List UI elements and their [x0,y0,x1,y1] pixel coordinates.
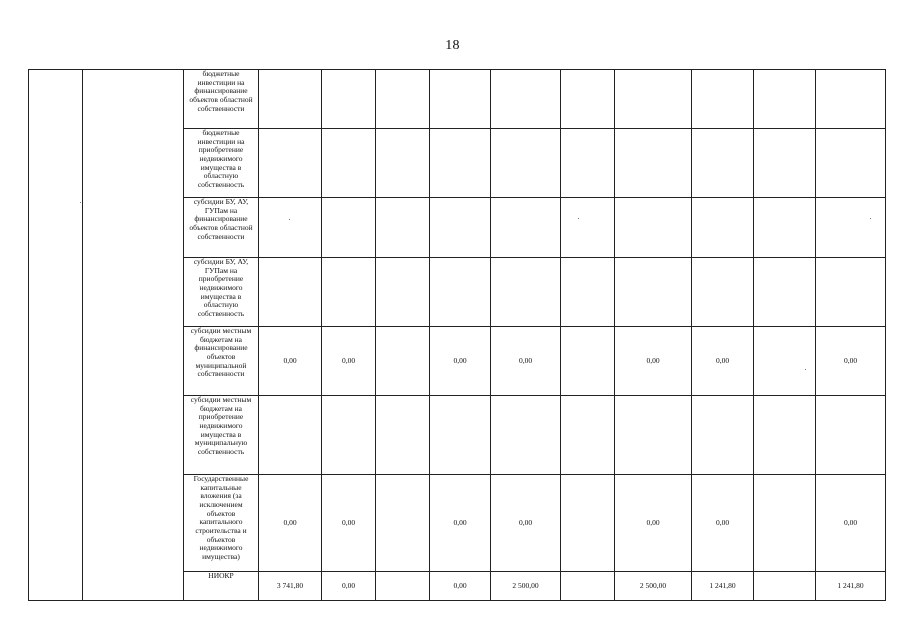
value-cell [430,396,491,475]
value-cell [754,396,816,475]
row-label: субсидии БУ, АУ, ГУПам на приобретение недвижимого имущества в областную собственность [184,258,259,327]
blank-cell [83,70,184,601]
value-cell: 1 241,80 [816,572,886,601]
value-cell: 0,00 [692,475,754,572]
value-cell [259,198,322,258]
value-cell [692,396,754,475]
value-cell [816,198,886,258]
row-label: субсидии местным бюджетам на финансирование объектов муниципальной собственности [184,327,259,396]
value-cell [692,258,754,327]
scan-speck [870,218,871,219]
value-cell: 2 500,00 [615,572,692,601]
row-label: субсидии местным бюджетам на приобретение недвижимого имущества в муниципальную собственность [184,396,259,475]
value-cell [754,475,816,572]
value-cell [491,129,561,198]
value-cell [376,327,430,396]
value-cell [376,572,430,601]
page-number: 18 [445,38,460,53]
value-cell [491,198,561,258]
row-label: бюджетные инвестиции на приобретение недвижимого имущества в областную собственность [184,129,259,198]
scan-speck [289,219,290,220]
scan-speck [80,202,81,203]
value-cell: 0,00 [491,327,561,396]
value-cell [754,129,816,198]
value-cell: 0,00 [430,327,491,396]
value-cell: 0,00 [259,327,322,396]
value-cell: 3 741,80 [259,572,322,601]
value-cell: 0,00 [259,475,322,572]
scan-speck [578,218,579,219]
value-cell [376,258,430,327]
value-cell: 0,00 [615,475,692,572]
value-cell [259,258,322,327]
value-cell [430,129,491,198]
value-cell [376,396,430,475]
value-cell: 0,00 [692,327,754,396]
value-cell [430,70,491,129]
value-cell [561,258,615,327]
value-cell [816,258,886,327]
value-cell: 2 500,00 [491,572,561,601]
value-cell: 1 241,80 [692,572,754,601]
value-cell [322,258,376,327]
value-cell [754,258,816,327]
value-cell [491,70,561,129]
value-cell [692,129,754,198]
value-cell [376,70,430,129]
value-cell [561,475,615,572]
value-cell [322,70,376,129]
value-cell [376,198,430,258]
value-cell [816,129,886,198]
value-cell: 0,00 [430,572,491,601]
value-cell [615,129,692,198]
value-cell: 0,00 [430,475,491,572]
value-cell: 0,00 [816,327,886,396]
value-cell [430,198,491,258]
row-label: НИОКР [184,572,259,601]
value-cell [322,129,376,198]
value-cell [376,129,430,198]
value-cell [430,258,491,327]
value-cell [491,396,561,475]
value-cell: 0,00 [322,572,376,601]
value-cell [259,129,322,198]
value-cell [816,70,886,129]
value-cell: 0,00 [322,475,376,572]
value-cell [615,258,692,327]
value-cell: 0,00 [491,475,561,572]
value-cell [322,198,376,258]
value-cell: 0,00 [615,327,692,396]
value-cell: 0,00 [322,327,376,396]
row-label: Государственные капитальные вложения (за исключением объектов капитального строительства и объектов недвижимого имущества) [184,475,259,572]
table-row [29,70,886,129]
value-cell [376,475,430,572]
value-cell [615,396,692,475]
value-cell [561,327,615,396]
value-cell [816,396,886,475]
value-cell [561,129,615,198]
scan-speck [805,369,806,370]
value-cell [561,70,615,129]
value-cell [615,70,692,129]
blank-cell [29,70,83,601]
value-cell [491,258,561,327]
value-cell [692,70,754,129]
value-cell [259,396,322,475]
value-cell [754,572,816,601]
row-label: субсидии БУ, АУ, ГУПам на финансирование объектов областной собственности [184,198,259,258]
value-cell [754,70,816,129]
value-cell [322,396,376,475]
value-cell [754,327,816,396]
value-cell [615,198,692,258]
value-cell [692,198,754,258]
value-cell [561,198,615,258]
budget-table [28,69,886,601]
value-cell [259,70,322,129]
value-cell: 0,00 [816,475,886,572]
value-cell [561,396,615,475]
value-cell [561,572,615,601]
value-cell [754,198,816,258]
row-label: бюджетные инвестиции на финансирование объектов областной собственности [184,70,259,129]
